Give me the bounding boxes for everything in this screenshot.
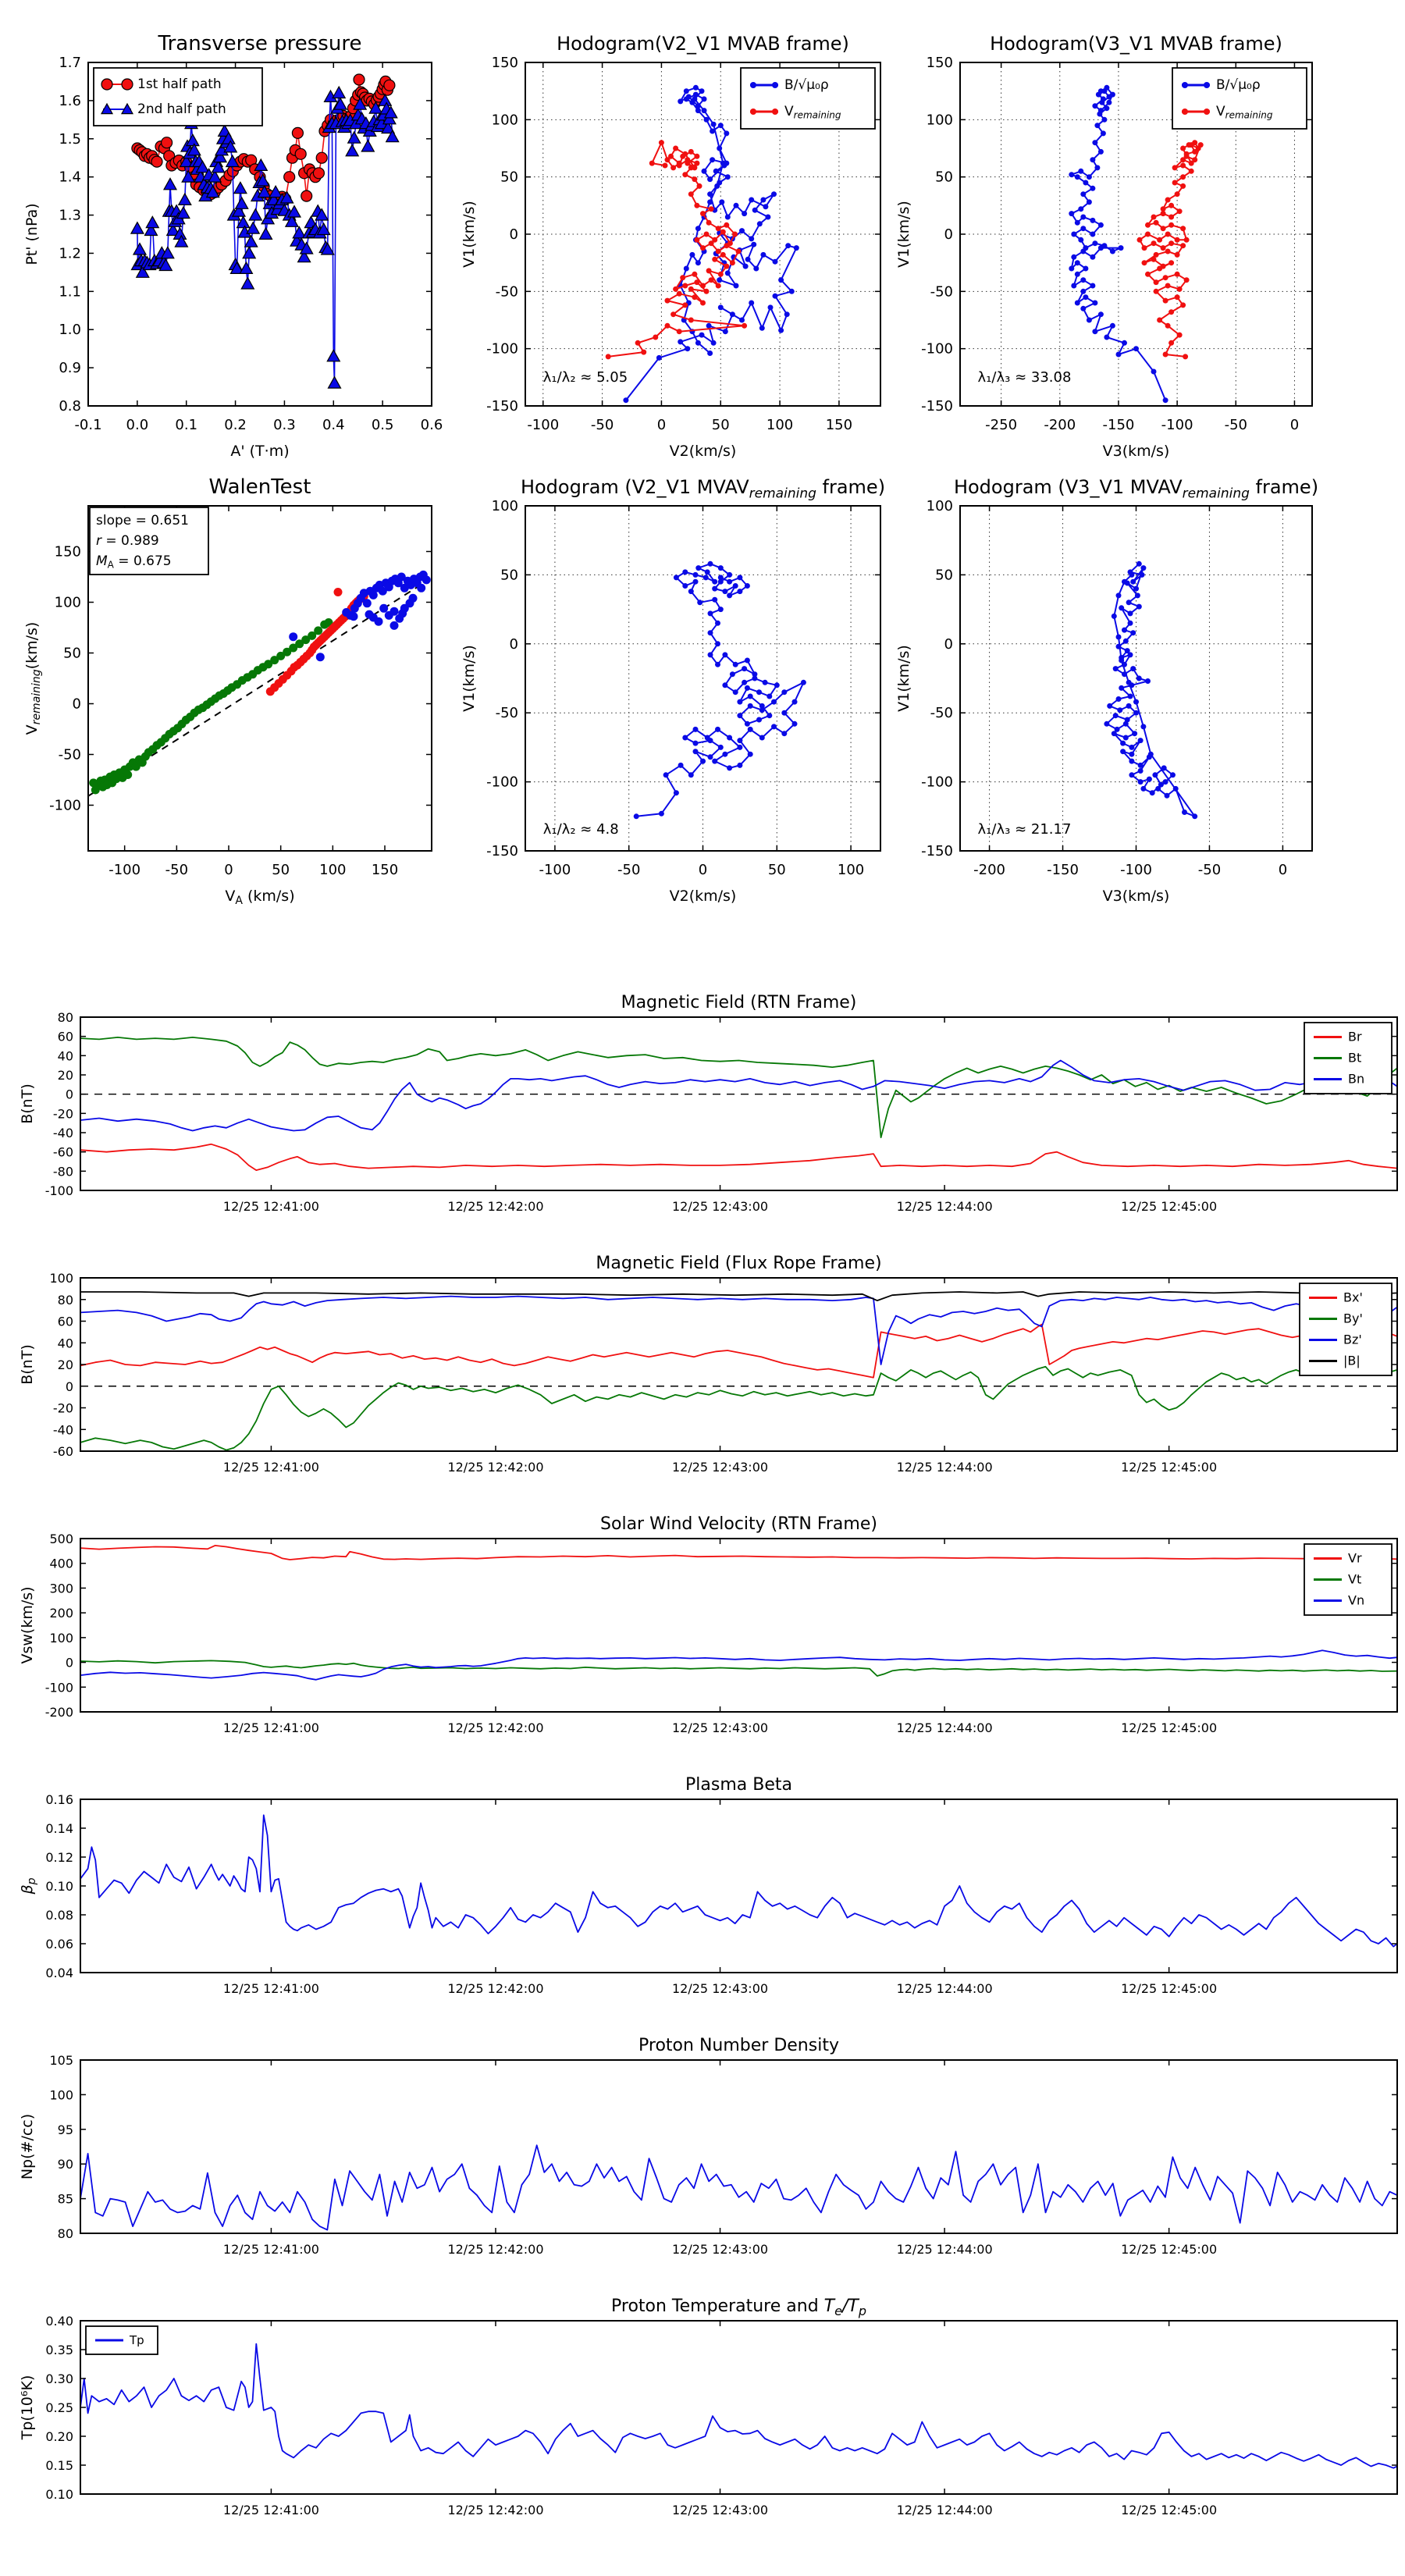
panel-hodogram-v2v1-mvav [461,476,885,905]
x-tick-label: 12/25 12:41:00 [222,1981,319,1996]
panel-b-rtn [19,993,1397,1214]
legend [741,68,875,129]
y-tick-label: -100 [921,774,953,791]
x-tick-label: -50 [590,417,614,433]
y-tick-label: 0.04 [45,1966,73,1980]
x-tick-label: 0 [1278,862,1288,878]
y-tick-label: -20 [52,1400,73,1416]
y-tick-label: -150 [921,398,953,415]
panel-hodogram-v2v1-mvab [461,33,880,460]
y-tick-label: 0.20 [45,2429,73,2444]
x-tick-label: 12/25 12:45:00 [1121,1460,1218,1475]
y-tick-label: 1.1 [59,283,81,301]
y-tick-label: 100 [49,1271,73,1286]
x-axis-label: V3(km/s) [1102,888,1170,905]
y-tick-label: -60 [52,1444,73,1459]
x-tick-label: 100 [319,862,347,878]
y-tick-label: 100 [54,594,81,611]
x-tick-label: 12/25 12:41:00 [222,1460,319,1475]
x-tick-label: 50 [272,862,290,878]
x-tick-label: 12/25 12:43:00 [672,2503,769,2517]
y-axis-label: B(nT) [19,1344,36,1385]
y-axis-label: Pt' (nPa) [23,203,41,265]
y-tick-label: 0 [65,1087,73,1102]
x-tick-label: 12/25 12:42:00 [447,2242,544,2257]
panel-proton-temperature [19,2297,1397,2517]
y-tick-label: -50 [930,283,953,301]
y-tick-label: -150 [486,843,518,859]
x-tick-label: 0.6 [420,417,443,433]
annotation: λ₁/λ₃ ≈ 33.08 [977,369,1072,386]
x-tick-label: 12/25 12:43:00 [672,1720,769,1735]
chart-title: Proton Number Density [638,2036,839,2055]
x-tick-label: -100 [1120,862,1152,878]
stats-line: $M_A = 0.675$ [96,553,172,571]
legend-label: By' [1343,1311,1363,1326]
x-tick-label: -100 [527,417,560,433]
x-tick-label: 12/25 12:45:00 [1121,1981,1218,1996]
y-tick-label: 0.35 [45,2343,73,2357]
chart-title: Hodogram (V3_V1 $MVAV_{remaining}$ frame) [953,476,1319,502]
x-tick-label: -200 [1044,417,1076,433]
x-axis-label: $V_A$ (km/s) [225,888,295,908]
x-tick-label: 0.2 [224,417,247,433]
y-tick-label: 100 [926,498,953,514]
y-tick-label: 0.25 [45,2400,73,2415]
y-tick-label: 0 [65,1379,73,1394]
annotation: λ₁/λ₃ ≈ 21.17 [977,820,1072,838]
y-tick-label: -100 [49,797,81,814]
y-tick-label: -150 [921,843,953,859]
stats-line: slope = 0.651 [96,513,189,528]
chart-title: Hodogram(V3_V1 MVAB frame) [990,33,1282,55]
y-tick-label: -100 [44,1183,73,1198]
chart-title: Transverse pressure [158,32,362,55]
y-axis-label: Vsw(km/s) [19,1586,36,1664]
y-tick-label: 0.30 [45,2371,73,2386]
x-tick-label: -200 [973,862,1006,878]
y-tick-label: 0.08 [45,1908,73,1923]
y-tick-label: 90 [57,2157,73,2172]
y-tick-label: -100 [486,774,518,791]
stats-line: r = 0.989 [96,533,159,549]
x-tick-label: -0.1 [74,417,102,433]
x-tick-label: 12/25 12:44:00 [896,2242,993,2257]
y-tick-label: -100 [921,340,953,358]
y-tick-label: 60 [57,1314,73,1329]
legend-label: Bz' [1343,1332,1362,1347]
x-tick-label: 12/25 12:43:00 [672,1981,769,1996]
x-tick-label: 150 [371,862,399,878]
y-tick-label: 1.0 [59,322,81,339]
x-tick-label: 0.4 [322,417,345,433]
y-tick-label: 1.6 [59,92,81,109]
y-tick-label: 50 [935,169,953,186]
chart-title: Hodogram(V2_V1 MVAB frame) [557,33,849,55]
x-axis-label: V3(km/s) [1102,443,1170,460]
x-tick-label: 0.3 [273,417,296,433]
panel-plasma-beta [19,1775,1397,1996]
y-tick-label: -100 [44,1680,73,1695]
y-tick-label: 0.06 [45,1937,73,1952]
y-tick-label: 150 [926,55,953,71]
x-tick-label: 0 [698,862,708,878]
y-tick-label: 80 [57,2226,73,2241]
y-tick-label: 0.15 [45,2458,73,2473]
x-tick-label: -50 [617,862,641,878]
x-tick-label: -50 [165,862,189,878]
y-tick-label: 50 [500,567,518,584]
y-tick-label: 0.10 [45,2487,73,2502]
y-tick-label: 100 [49,2087,73,2103]
legend [86,2326,158,2354]
legend [1300,1283,1392,1375]
legend-label: Bx' [1343,1290,1363,1305]
panel-transverse-pressure [23,32,443,460]
x-tick-label: 12/25 12:45:00 [1121,2242,1218,2257]
panel-b-fluxrope [19,1254,1397,1475]
y-tick-label: 50 [63,645,81,662]
y-tick-label: 1.2 [59,245,81,262]
x-tick-label: -100 [539,862,571,878]
y-axis-label: $V_{remaining}(km/s)$ [23,621,44,735]
y-tick-label: 100 [49,1630,73,1646]
chart-title: Magnetic Field (RTN Frame) [621,993,857,1012]
chart-title: Proton Temperature and $T_e/T_p$ [611,2297,866,2318]
x-tick-label: -50 [1197,862,1222,878]
y-tick-label: 95 [57,2122,73,2137]
y-tick-label: 0.9 [59,360,81,377]
y-tick-label: -40 [52,1422,73,1438]
x-tick-label: 12/25 12:41:00 [222,1199,319,1214]
legend-label: $V_{remaining}$ [1216,104,1273,121]
legend [94,68,262,126]
x-tick-label: 12/25 12:41:00 [222,1720,319,1735]
x-tick-label: 12/25 12:42:00 [447,1981,544,1996]
legend-label: Bt [1348,1050,1362,1066]
panel-proton-density [19,2036,1397,2257]
y-tick-label: 1.4 [59,169,81,186]
x-tick-label: 12/25 12:44:00 [896,1720,993,1735]
y-tick-label: 1.5 [59,130,81,148]
y-tick-label: 80 [57,1292,73,1308]
x-tick-label: 12/25 12:41:00 [222,2242,319,2257]
x-axis-label: V2(km/s) [669,888,737,905]
legend-label: $V_{remaining}$ [784,104,841,121]
y-tick-label: -20 [52,1106,73,1122]
x-axis-label: V2(km/s) [669,443,737,460]
chart-title: WalenTest [208,475,311,499]
x-tick-label: 50 [767,862,786,878]
legend-label: Br [1348,1029,1362,1044]
x-tick-label: 100 [837,862,865,878]
x-tick-label: 12/25 12:43:00 [672,2242,769,2257]
chart-title: Hodogram (V2_V1 $MVAV_{remaining}$ frame) [520,476,886,502]
x-tick-label: 12/25 12:45:00 [1121,1720,1218,1735]
y-tick-label: 20 [57,1068,73,1083]
chart-title: Solar Wind Velocity (RTN Frame) [600,1514,877,1534]
y-tick-label: 60 [57,1029,73,1044]
y-tick-label: -80 [52,1164,73,1179]
x-tick-label: 12/25 12:45:00 [1121,2503,1218,2517]
x-tick-label: 12/25 12:44:00 [896,1981,993,1996]
x-tick-label: 12/25 12:42:00 [447,1720,544,1735]
panel-hodogram-v3v1-mvav [895,476,1318,905]
x-tick-label: 12/25 12:42:00 [447,2503,544,2517]
x-tick-label: -150 [1102,417,1135,433]
y-tick-label: 150 [491,55,518,71]
y-tick-label: 40 [57,1048,73,1064]
x-tick-label: 12/25 12:41:00 [222,2503,319,2517]
x-tick-label: -50 [1224,417,1247,433]
y-tick-label: 1.7 [59,55,81,71]
y-tick-label: 400 [49,1556,73,1571]
x-tick-label: 12/25 12:43:00 [672,1199,769,1214]
y-tick-label: 0 [944,635,953,653]
y-tick-label: 1.3 [59,207,81,224]
legend-label: Vt [1348,1571,1362,1587]
y-tick-label: 300 [49,1581,73,1596]
y-axis-label: $\beta_p$ [19,1877,39,1895]
legend [1172,68,1307,129]
y-tick-label: 105 [49,2053,73,2068]
x-tick-label: 0.0 [126,417,149,433]
x-tick-label: 12/25 12:42:00 [447,1460,544,1475]
y-axis-label: V1(km/s) [895,201,912,268]
y-tick-label: 500 [49,1532,73,1546]
x-tick-label: 12/25 12:42:00 [447,1199,544,1214]
y-tick-label: 40 [57,1336,73,1351]
x-tick-label: 12/25 12:43:00 [672,1460,769,1475]
legend-label: Vr [1348,1550,1362,1566]
x-axis-label: A' (T·m) [230,443,290,460]
y-tick-label: -40 [52,1126,73,1140]
y-tick-label: 100 [491,112,518,129]
legend-label: Bn [1348,1071,1365,1087]
y-tick-label: 80 [57,1010,73,1025]
panel-walen-test [23,475,432,907]
legend-label: Tp [130,2333,144,2347]
y-tick-label: -50 [495,283,518,301]
y-tick-label: 200 [49,1606,73,1621]
x-tick-label: -100 [1161,417,1193,433]
y-tick-label: 0.10 [45,1879,73,1894]
y-tick-label: 50 [500,169,518,186]
y-tick-label: 50 [935,567,953,584]
annotation: λ₁/λ₂ ≈ 4.8 [542,820,619,838]
x-tick-label: 12/25 12:45:00 [1121,1199,1218,1214]
y-axis-label: V1(km/s) [895,645,912,712]
x-tick-label: 0 [656,417,667,433]
x-tick-label: 12/25 12:44:00 [896,2503,993,2517]
annotation: λ₁/λ₂ ≈ 5.05 [542,369,628,386]
x-tick-label: -100 [108,862,141,878]
y-tick-label: -100 [486,340,518,358]
x-tick-label: 0.1 [175,417,198,433]
y-tick-label: -60 [52,1144,73,1160]
y-tick-label: 0.8 [59,398,81,415]
panel-vsw-rtn [19,1514,1397,1735]
x-tick-label: -250 [985,417,1018,433]
y-tick-label: 0.14 [45,1821,73,1836]
y-tick-label: 0 [72,696,81,713]
chart-title: Magnetic Field (Flux Rope Frame) [596,1254,882,1273]
legend-label: Vn [1348,1592,1365,1608]
y-tick-label: 0 [944,226,953,243]
y-axis-label: Tp(10⁶K) [19,2375,36,2440]
y-tick-label: 0.16 [45,1792,73,1807]
legend [1304,1544,1392,1615]
x-tick-label: -150 [1047,862,1079,878]
legend-label: 1st half path [137,76,222,92]
x-tick-label: 0 [1289,417,1300,433]
y-axis-label: V1(km/s) [461,645,478,712]
legend-label: |B| [1343,1353,1361,1368]
panel-hodogram-v3v1-mvab [895,33,1312,460]
y-axis-label: V1(km/s) [461,201,478,268]
x-tick-label: 12/25 12:44:00 [896,1460,993,1475]
y-axis-label: Np(#/cc) [19,2113,36,2180]
y-tick-label: 0.40 [45,2314,73,2329]
y-tick-label: -50 [930,705,953,722]
y-tick-label: -50 [58,746,81,763]
y-tick-label: 0 [65,1655,73,1670]
y-tick-label: 100 [926,112,953,129]
y-tick-label: 0 [509,226,518,243]
legend-label: 2nd half path [137,101,226,117]
legend-label: B/√μ₀ρ [784,77,829,93]
y-tick-label: 100 [491,498,518,514]
x-tick-label: 150 [825,417,853,433]
legend-label: B/√μ₀ρ [1216,77,1261,93]
chart-title: Plasma Beta [685,1775,792,1795]
y-tick-label: -200 [44,1705,73,1720]
legend [1304,1023,1392,1094]
y-tick-label: 85 [57,2191,73,2207]
x-tick-label: 100 [766,417,794,433]
y-tick-label: -150 [486,398,518,415]
y-tick-label: -50 [495,705,518,722]
x-tick-label: 0 [224,862,233,878]
y-tick-label: 20 [57,1357,73,1372]
x-tick-label: 0.5 [371,417,394,433]
y-tick-label: 0.12 [45,1850,73,1865]
y-axis-label: B(nT) [19,1083,36,1124]
y-tick-label: 0 [509,635,518,653]
x-tick-label: 50 [711,417,730,433]
y-tick-label: 150 [54,543,81,560]
x-tick-label: 12/25 12:44:00 [896,1199,993,1214]
